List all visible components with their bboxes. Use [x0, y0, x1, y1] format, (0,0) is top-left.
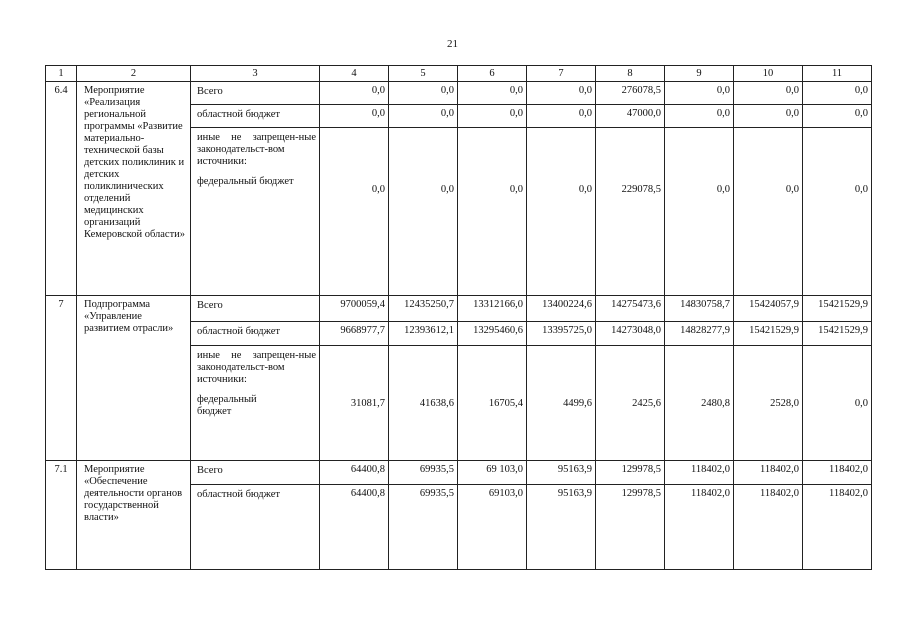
- col-header: 1: [46, 66, 77, 82]
- col-header: 3: [191, 66, 320, 82]
- value-cell: 0,0: [665, 128, 734, 296]
- source-label: Всего: [191, 296, 320, 322]
- value-cell: 41638,6: [389, 346, 458, 461]
- value-cell: 13312166,0: [458, 296, 527, 322]
- value-cell: 9700059,4: [320, 296, 389, 322]
- value-cell: 0,0: [320, 128, 389, 296]
- value-cell: 129978,5: [596, 461, 665, 485]
- row-name: Мероприятие «Реализация региональной программы «Развитие материально-технической базы детских поликлиник и детских поликлинических отделений медицинских организаций Кемеровской области»: [77, 82, 191, 296]
- value-cell: 0,0: [458, 128, 527, 296]
- col-header: 5: [389, 66, 458, 82]
- row-index: 6.4: [46, 82, 77, 296]
- federal-budget-label: федеральный бюджет: [197, 394, 257, 417]
- col-header: 9: [665, 66, 734, 82]
- value-cell: 0,0: [734, 82, 803, 105]
- value-cell: 0,0: [734, 105, 803, 128]
- value-cell: 0,0: [734, 128, 803, 296]
- federal-budget-label: федеральный бюджет: [197, 176, 294, 187]
- budget-table: [45, 65, 872, 570]
- value-cell: 118402,0: [665, 461, 734, 485]
- table-row: [46, 461, 872, 485]
- other-sources-label: иные не запрещен-ные законодательст-вом источники:: [197, 350, 316, 385]
- col-header: 7: [527, 66, 596, 82]
- col-header: 8: [596, 66, 665, 82]
- col-header: 4: [320, 66, 389, 82]
- value-cell: 14830758,7: [665, 296, 734, 322]
- value-cell: 69103,0: [458, 485, 527, 570]
- other-sources-label: иные не запрещен-ные законодательст-вом источники:: [197, 132, 316, 167]
- value-cell: 0,0: [527, 105, 596, 128]
- value-cell: 4499,6: [527, 346, 596, 461]
- value-cell: 2480,8: [665, 346, 734, 461]
- value-cell: 15421529,9: [803, 322, 872, 346]
- value-cell: 12393612,1: [389, 322, 458, 346]
- value-cell: 0,0: [803, 82, 872, 105]
- value-cell: 0,0: [665, 82, 734, 105]
- value-cell: 0,0: [527, 128, 596, 296]
- value-cell: 9668977,7: [320, 322, 389, 346]
- row-name: Мероприятие «Обеспечение деятельности органов государственной власти»: [77, 461, 191, 570]
- source-label: Всего: [191, 82, 320, 105]
- value-cell: 14275473,6: [596, 296, 665, 322]
- page-number: 21: [447, 38, 458, 50]
- value-cell: 0,0: [527, 82, 596, 105]
- value-cell: 69 103,0: [458, 461, 527, 485]
- value-cell: 95163,9: [527, 485, 596, 570]
- value-cell: 2528,0: [734, 346, 803, 461]
- value-cell: 0,0: [803, 128, 872, 296]
- value-cell: 64400,8: [320, 461, 389, 485]
- value-cell: 15421529,9: [803, 296, 872, 322]
- value-cell: 14273048,0: [596, 322, 665, 346]
- value-cell: 69935,5: [389, 461, 458, 485]
- value-cell: 95163,9: [527, 461, 596, 485]
- value-cell: 118402,0: [734, 461, 803, 485]
- value-cell: 15424057,9: [734, 296, 803, 322]
- value-cell: 0,0: [458, 105, 527, 128]
- value-cell: 0,0: [320, 82, 389, 105]
- row-index: 7: [46, 296, 77, 461]
- col-header: 10: [734, 66, 803, 82]
- value-cell: 118402,0: [665, 485, 734, 570]
- value-cell: 118402,0: [803, 461, 872, 485]
- source-label: областной бюджет: [191, 105, 320, 128]
- value-cell: 0,0: [389, 128, 458, 296]
- value-cell: 118402,0: [803, 485, 872, 570]
- row-name: Подпрограмма «Управление развитием отрасли»: [77, 296, 191, 461]
- value-cell: 0,0: [803, 105, 872, 128]
- value-cell: 69935,5: [389, 485, 458, 570]
- table-row: [46, 296, 872, 322]
- value-cell: 276078,5: [596, 82, 665, 105]
- col-header: 6: [458, 66, 527, 82]
- value-cell: 0,0: [320, 105, 389, 128]
- value-cell: 0,0: [389, 105, 458, 128]
- value-cell: 64400,8: [320, 485, 389, 570]
- value-cell: 31081,7: [320, 346, 389, 461]
- value-cell: 13395725,0: [527, 322, 596, 346]
- source-label: Всего: [191, 461, 320, 485]
- table-row: [46, 82, 872, 105]
- value-cell: 0,0: [389, 82, 458, 105]
- source-label: областной бюджет: [191, 322, 320, 346]
- col-header: 2: [77, 66, 191, 82]
- value-cell: 15421529,9: [734, 322, 803, 346]
- value-cell: 0,0: [665, 105, 734, 128]
- value-cell: 14828277,9: [665, 322, 734, 346]
- value-cell: 13295460,6: [458, 322, 527, 346]
- value-cell: 229078,5: [596, 128, 665, 296]
- row-index: 7.1: [46, 461, 77, 570]
- value-cell: 129978,5: [596, 485, 665, 570]
- value-cell: 2425,6: [596, 346, 665, 461]
- source-label: [191, 128, 320, 296]
- value-cell: 12435250,7: [389, 296, 458, 322]
- value-cell: 16705,4: [458, 346, 527, 461]
- source-label: [191, 346, 320, 461]
- value-cell: 0,0: [458, 82, 527, 105]
- value-cell: 0,0: [803, 346, 872, 461]
- value-cell: 47000,0: [596, 105, 665, 128]
- value-cell: 13400224,6: [527, 296, 596, 322]
- col-header: 11: [803, 66, 872, 82]
- value-cell: 118402,0: [734, 485, 803, 570]
- source-label: областной бюджет: [191, 485, 320, 570]
- header-row: [46, 66, 872, 82]
